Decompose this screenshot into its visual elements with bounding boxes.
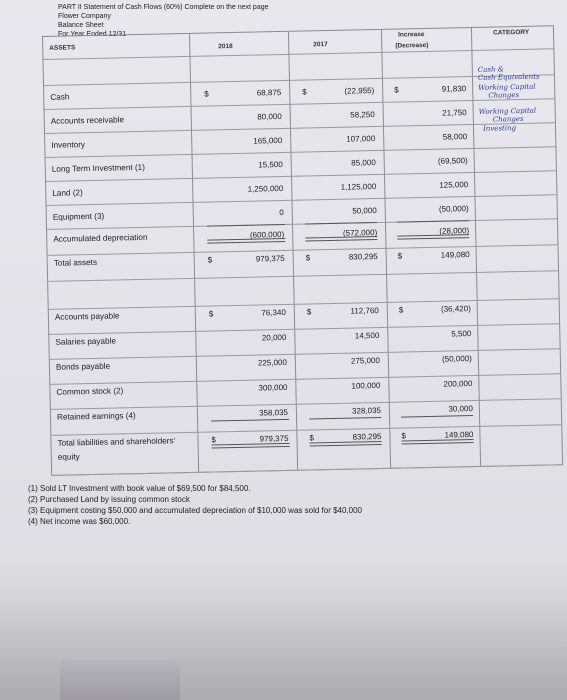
value-2017: 830,295 bbox=[348, 252, 378, 262]
footnote-1: (1) Sold LT Investment with book value of $69,500 for $84,500. bbox=[28, 484, 251, 493]
value-change: (50,000) bbox=[441, 354, 472, 364]
currency-sign: $ bbox=[306, 307, 312, 317]
value-change: (28,000) bbox=[439, 226, 470, 236]
binder-edge bbox=[60, 660, 180, 700]
value-2018: 68,875 bbox=[256, 88, 282, 98]
row-label: Accumulated depreciation bbox=[53, 232, 148, 244]
value-2017: 58,250 bbox=[350, 110, 375, 120]
value-2018: 979,375 bbox=[255, 253, 285, 264]
row-label-cont: equity bbox=[57, 452, 80, 462]
value-2018: 300,000 bbox=[258, 382, 288, 393]
row-label: Long Term Investment (1) bbox=[51, 162, 146, 174]
value-2018: 0 bbox=[279, 207, 284, 218]
row-label: Inventory bbox=[51, 140, 86, 150]
handwritten-note: Changes bbox=[492, 114, 524, 124]
col-header-2017: 2017 bbox=[313, 41, 328, 49]
value-2017: 14,500 bbox=[354, 331, 380, 341]
value-2017: 328,035 bbox=[351, 405, 382, 416]
value-2018: 225,000 bbox=[257, 357, 287, 368]
footnote-2: (2) Purchased Land by issuing common stock bbox=[28, 495, 190, 504]
balance-sheet-table bbox=[42, 25, 563, 476]
value-2017: 1,125,000 bbox=[340, 182, 377, 192]
col-header-category: CATEGORY bbox=[492, 28, 530, 37]
currency-sign: $ bbox=[211, 435, 217, 445]
value-change: (36,420) bbox=[440, 304, 471, 314]
value-2017: 107,000 bbox=[346, 134, 376, 144]
value-change: 58,000 bbox=[442, 132, 468, 142]
col-header-assets: ASSETS bbox=[49, 44, 76, 52]
value-2017: 275,000 bbox=[350, 355, 380, 366]
company-name: Flower Company bbox=[58, 13, 111, 20]
value-change: 149,080 bbox=[444, 430, 474, 440]
handwritten-note: Working Capital bbox=[478, 82, 536, 92]
footnote-4: (4) Net income was $60,000. bbox=[28, 517, 131, 526]
col-header-increase: Increase bbox=[397, 30, 425, 39]
value-change: 125,000 bbox=[439, 180, 469, 190]
value-2017: (22,955) bbox=[344, 86, 375, 96]
value-2017: 50,000 bbox=[352, 206, 377, 216]
row-label: Retained earnings (4) bbox=[56, 411, 136, 422]
handwritten-note: Investing bbox=[482, 124, 517, 133]
value-change: 149,080 bbox=[440, 250, 470, 260]
currency-sign: $ bbox=[398, 305, 404, 315]
currency-sign: $ bbox=[208, 309, 214, 319]
value-2017: 830,295 bbox=[352, 431, 382, 442]
value-2018: (600,000) bbox=[249, 229, 285, 240]
value-2018: 20,000 bbox=[261, 332, 287, 343]
handwritten-note: Changes bbox=[488, 91, 520, 100]
row-label: Accounts payable bbox=[54, 311, 120, 322]
value-change: 21,750 bbox=[442, 108, 467, 118]
footnote-3: (3) Equipment costing $50,000 and accumulated depreciation of $10,000 was sold for $40,000 bbox=[28, 506, 362, 515]
row-label: Total liabilities and shareholders' bbox=[57, 436, 176, 448]
currency-sign: $ bbox=[207, 255, 213, 265]
value-2018: 80,000 bbox=[257, 111, 282, 122]
value-2018: 1,250,000 bbox=[247, 183, 284, 194]
value-change: 30,000 bbox=[448, 404, 473, 414]
row-label: Accounts receivable bbox=[50, 115, 125, 126]
value-2018: 76,340 bbox=[261, 307, 286, 318]
row-label: Cash bbox=[50, 92, 70, 102]
value-2018: 165,000 bbox=[253, 135, 283, 146]
currency-sign: $ bbox=[401, 431, 407, 441]
value-2017: 100,000 bbox=[351, 380, 381, 391]
value-2018: 15,500 bbox=[258, 159, 283, 170]
col-header-2018: 2018 bbox=[218, 43, 233, 51]
row-label: Equipment (3) bbox=[52, 211, 105, 222]
value-2018: 979,375 bbox=[259, 433, 289, 444]
col-header-decrease: (Decrease) bbox=[395, 41, 429, 50]
part-heading: PART II Statement of Cash Flows (60%) Complete on the next page bbox=[58, 4, 269, 11]
currency-sign: $ bbox=[204, 89, 209, 99]
currency-sign: $ bbox=[394, 85, 399, 95]
value-2017: (572,000) bbox=[342, 228, 378, 238]
currency-sign: $ bbox=[397, 251, 403, 261]
value-2017: 112,760 bbox=[350, 306, 379, 316]
statement-title: Balance Sheet bbox=[58, 22, 104, 29]
handwritten-note: Cash Equivalents bbox=[477, 72, 540, 82]
value-change: 5,500 bbox=[451, 329, 472, 339]
value-change: 200,000 bbox=[443, 379, 473, 389]
row-label: Salaries payable bbox=[55, 336, 117, 347]
footnotes bbox=[28, 484, 362, 528]
currency-sign: $ bbox=[302, 87, 307, 97]
handwritten-note: Cash & bbox=[477, 65, 504, 74]
handwritten-note: Working Capital bbox=[478, 106, 537, 116]
value-2018: 358,035 bbox=[258, 407, 289, 418]
value-change: 91,830 bbox=[441, 84, 467, 94]
row-label: Total assets bbox=[53, 257, 98, 268]
row-label: Land (2) bbox=[52, 188, 83, 198]
currency-sign: $ bbox=[305, 253, 311, 263]
row-label: Bonds payable bbox=[55, 361, 111, 372]
value-change: (69,500) bbox=[437, 156, 468, 166]
value-change: (50,000) bbox=[438, 204, 469, 214]
currency-sign: $ bbox=[309, 433, 315, 443]
value-2017: 85,000 bbox=[351, 158, 376, 168]
row-label: Common stock (2) bbox=[56, 386, 124, 397]
statement-period: For Year Ended 12/31 bbox=[58, 31, 127, 38]
